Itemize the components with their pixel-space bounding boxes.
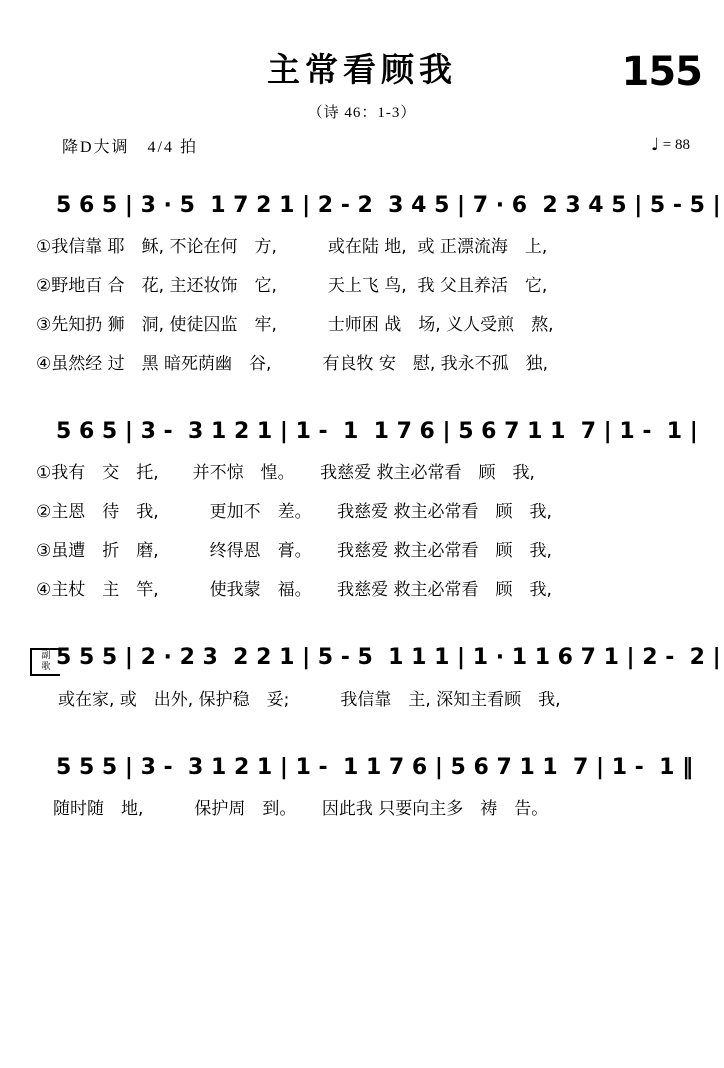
lyric-line: ③先知扔 狮 洞, 使徒囚监 牢, 士师困 战 场, 义人受煎 熬, — [36, 315, 554, 336]
music-system-2 — [0, 420, 724, 600]
page-title: 主常看顾我 — [267, 50, 457, 89]
key-and-meter: 降D大调 4/4 拍 — [62, 139, 199, 156]
refrain-label-line-1: 副 — [41, 651, 51, 662]
music-system-3-refrain — [0, 646, 724, 709]
notation-line: 5 5 5 | 2 · 2 3 2 2 1 | 5 - 5 1 1 1 | 1 · 1 1 6 7 1 | 2 - 2 | — [56, 645, 721, 671]
lyric-line: ④虽然经 过 黑 暗死荫幽 谷, 有良牧 安 慰, 我永不孤 独, — [36, 354, 549, 375]
notation-line: 5 6 5 | 3 · 5 1 7 2 1 | 2 - 2 3 4 5 | 7 · 6 2 3 4 5 | 5 - 5 | — [56, 193, 721, 218]
lyric-line: 随时随 地, 保护周 到。 因此我 只要向主多 祷 告。 — [36, 798, 549, 819]
hymn-page — [0, 44, 724, 819]
refrain-label-line-2: 歌 — [41, 662, 51, 673]
lyric-line: ②主恩 待 我, 更加不 差。 我慈爱 救主必常看 顾 我, — [36, 502, 552, 523]
meta-row — [0, 134, 724, 160]
music-system-4 — [0, 756, 724, 819]
lyric-line: ①我有 交 托, 并不惊 惶。 我慈爱 救主必常看 顾 我, — [36, 463, 535, 484]
lyric-line: ③虽遭 折 磨, 终得恩 膏。 我慈爱 救主必常看 顾 我, — [36, 541, 552, 562]
notation-line: 5 6 5 | 3 - 3 1 2 1 | 1 - 1 1 7 6 | 5 6 7 1 1 7 | 1 - 1 | — [56, 419, 698, 445]
refrain-bracket — [30, 648, 60, 676]
lyric-line: ④主杖 主 竿, 使我蒙 福。 我慈爱 救主必常看 顾 我, — [36, 580, 552, 601]
tempo-marking — [651, 134, 690, 154]
tempo-value: = 88 — [662, 137, 690, 153]
notation-line: 5 5 5 | 3 - 3 1 2 1 | 1 - 1 1 7 6 | 5 6 7 1 1 7 | 1 - 1 ‖ — [56, 754, 694, 780]
music-system-1 — [0, 194, 724, 374]
scripture-reference: （诗 46：1-3） — [307, 105, 417, 121]
quarter-note-icon: ♩ — [651, 135, 660, 155]
lyric-line: ②野地百 合 花, 主还妆饰 它, 天上飞 鸟, 我 父且养活 它, — [36, 276, 548, 297]
lyric-line: 或在家, 或 出外, 保护稳 妥; 我信靠 主, 深知主看顾 我, — [58, 689, 561, 710]
lyric-line: ①我信靠 耶 稣, 不论在何 方, 或在陆 地, 或 正漂流海 上, — [36, 237, 548, 258]
page-number: 155 — [621, 49, 702, 95]
